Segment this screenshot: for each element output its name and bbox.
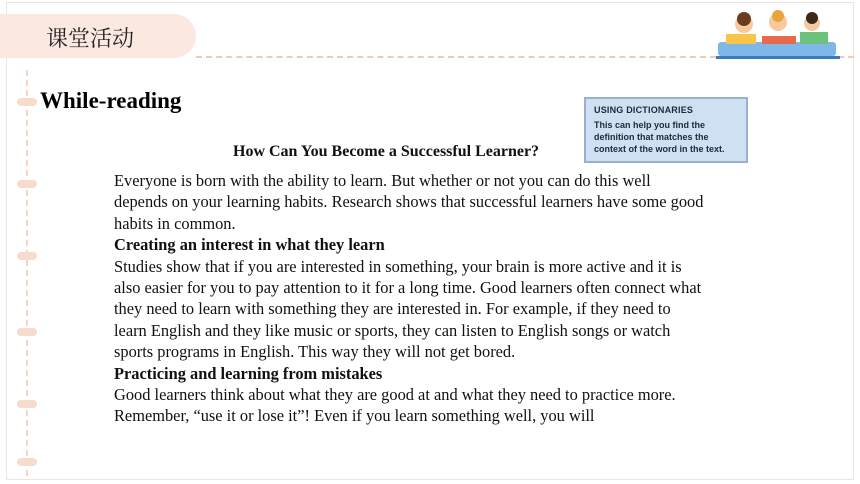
dictionary-tip-box bbox=[584, 97, 748, 163]
page-title: 课堂活动 bbox=[46, 27, 135, 52]
paragraph: Studies show that if you are interested in something, your brain is more active and it is also easier for you to pay attention to it for a long time. Good learners often connect what they need to learn with something they are interested in. For example, if they need to learn English and they like music or sports, they can listen to English songs or watch sports programs in English. This way they will not get bored. bbox=[114, 256, 702, 362]
kids-illustration bbox=[716, 10, 840, 62]
paragraph: Good learners think about what they are good at and what they need to practice more. Remember, “use it or lose it”! Even if you learn something well, you will bbox=[114, 385, 676, 426]
timeline-dot bbox=[17, 98, 37, 106]
article-subheading: Practicing and learning from mistakes bbox=[114, 363, 383, 383]
dictionary-tip-title: USING DICTIONARIES bbox=[594, 105, 694, 115]
timeline-dot bbox=[17, 400, 37, 408]
header-divider bbox=[196, 56, 716, 58]
article-subheading: Creating an interest in what they learn bbox=[114, 235, 385, 255]
timeline-line bbox=[26, 70, 28, 476]
article-body bbox=[114, 170, 704, 427]
dictionary-tip-text: This can help you find the definition that matches the context of the word in the text. bbox=[594, 120, 725, 154]
paragraph: Everyone is born with the ability to learn. But whether or not you can do this well depends on your learning habits. Research shows that successful learners have some good habits in common. bbox=[114, 171, 704, 233]
section-heading: While-reading bbox=[40, 88, 182, 113]
timeline-dot bbox=[17, 328, 37, 336]
timeline-dot bbox=[17, 252, 37, 260]
article-title: How Can You Become a Successful Learner? bbox=[233, 143, 540, 160]
timeline-dot bbox=[17, 180, 37, 188]
timeline-dot bbox=[17, 458, 37, 466]
